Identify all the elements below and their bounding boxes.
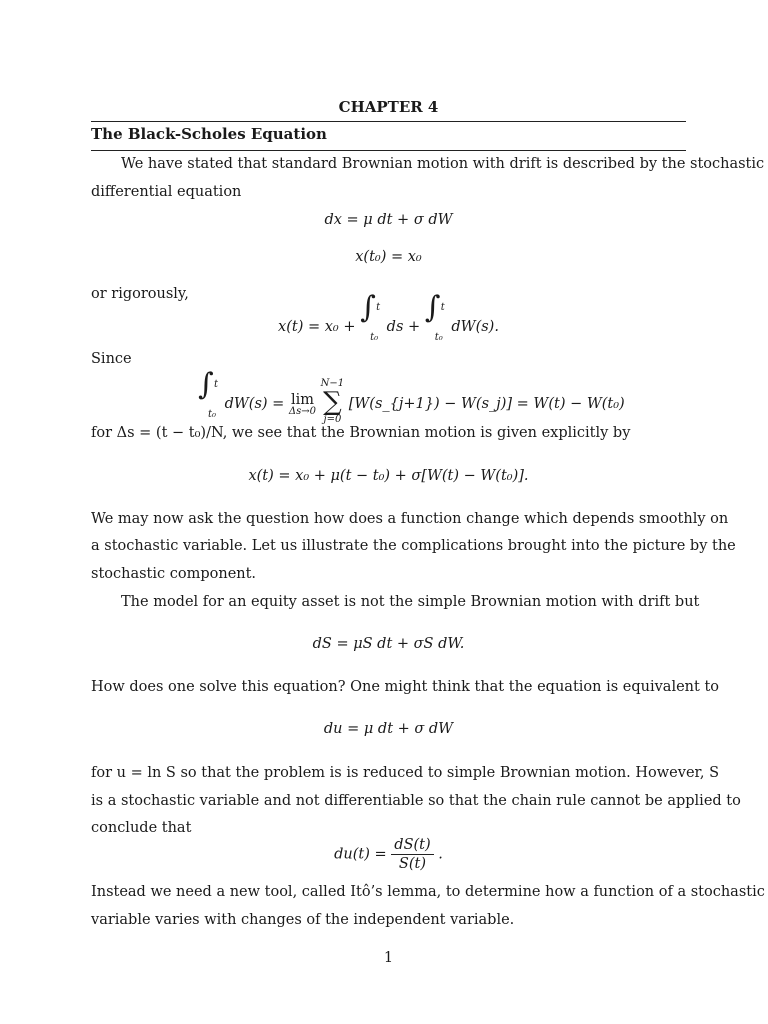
limit-operator bbox=[288, 392, 317, 417]
para8-line2: variable varies with changes of the independent variable. bbox=[91, 912, 515, 928]
equation-8 bbox=[91, 836, 686, 873]
since-label: Since bbox=[91, 351, 132, 367]
section-title: The Black-Scholes Equation bbox=[91, 125, 327, 143]
para1-line2: differential equation bbox=[91, 184, 242, 200]
integral-lower: t₀ bbox=[370, 332, 379, 343]
equation-7: du = μ dt + σ dW bbox=[323, 721, 454, 737]
fraction-numerator: dS(t) bbox=[391, 836, 433, 855]
para4-line3: stochastic component. bbox=[91, 566, 257, 582]
eq4-left: dW(s) = bbox=[220, 396, 289, 412]
eq8-end: . bbox=[433, 846, 443, 863]
integral-upper: t bbox=[376, 302, 381, 313]
top-rule bbox=[91, 121, 686, 122]
sum-lower: j=0 bbox=[323, 414, 342, 425]
integral-upper: t bbox=[214, 379, 219, 390]
para7-line2: is a stochastic variable and not differentiable so that the chain rule cannot be applied to bbox=[91, 793, 741, 809]
integral-lower: t₀ bbox=[434, 332, 443, 343]
integral-upper: t bbox=[440, 302, 445, 313]
sum-upper: N−1 bbox=[320, 378, 345, 389]
sum-operator: N−1 ∑ j=0 bbox=[320, 378, 345, 425]
eq4-right: [W(s_{j+1}) − W(s_j)] = W(t) − W(t₀) bbox=[344, 396, 625, 412]
fraction bbox=[391, 836, 433, 873]
integral-sign: ∫ t t₀ bbox=[198, 390, 220, 408]
bottom-rule bbox=[91, 150, 686, 151]
equation-5: x(t) = x₀ + μ(t − t₀) + σ[W(t) − W(t₀)]. bbox=[248, 468, 529, 484]
para6: How does one solve this equation? One might think that the equation is equivalent to bbox=[91, 679, 720, 695]
equation-1: dx = μ dt + σ dW bbox=[324, 212, 453, 228]
equation-2: x(t₀) = x₀ bbox=[355, 249, 422, 265]
eq8-left: du(t) = bbox=[334, 846, 392, 863]
lim-text: lim bbox=[290, 392, 314, 408]
lim-subscript: Δs→0 bbox=[288, 406, 317, 417]
eq3-left: x(t) = x₀ + bbox=[278, 319, 361, 335]
para4-line1: We may now ask the question how does a function change which depends smoothly on bbox=[91, 511, 729, 527]
para8-line1: Instead we need a new tool, called Itô’s lemma, to determine how a function of a stochastic bbox=[91, 884, 765, 900]
para4-line2: a stochastic variable. Let us illustrate the complications brought into the picture by the bbox=[91, 538, 736, 554]
para3: for Δs = (t − t₀)/N, we see that the Brownian motion is given explicitly by bbox=[91, 425, 631, 441]
eq3-right: dW(s). bbox=[446, 319, 499, 335]
para7-line1: for u = ln S so that the problem is is reduced to simple Brownian motion. However, S bbox=[91, 765, 720, 781]
fraction-denominator: S(t) bbox=[398, 856, 426, 872]
para1-line1: We have stated that standard Brownian motion with drift is described by the stochastic bbox=[121, 156, 765, 172]
equation-6: dS = μS dt + σS dW. bbox=[312, 636, 465, 652]
para2: or rigorously, bbox=[91, 286, 189, 302]
equation-4 bbox=[198, 367, 625, 428]
chapter-label: CHAPTER 4 bbox=[338, 98, 439, 116]
eq3-mid: ds + bbox=[382, 319, 425, 335]
integral-sign: ∫ t t₀ bbox=[425, 313, 447, 331]
integral-sign: ∫ t t₀ bbox=[360, 313, 382, 331]
para7-line3: conclude that bbox=[91, 820, 192, 836]
page-number: 1 bbox=[383, 950, 394, 966]
para5: The model for an equity asset is not the simple Brownian motion with drift but bbox=[121, 594, 700, 610]
integral-lower: t₀ bbox=[208, 409, 217, 420]
